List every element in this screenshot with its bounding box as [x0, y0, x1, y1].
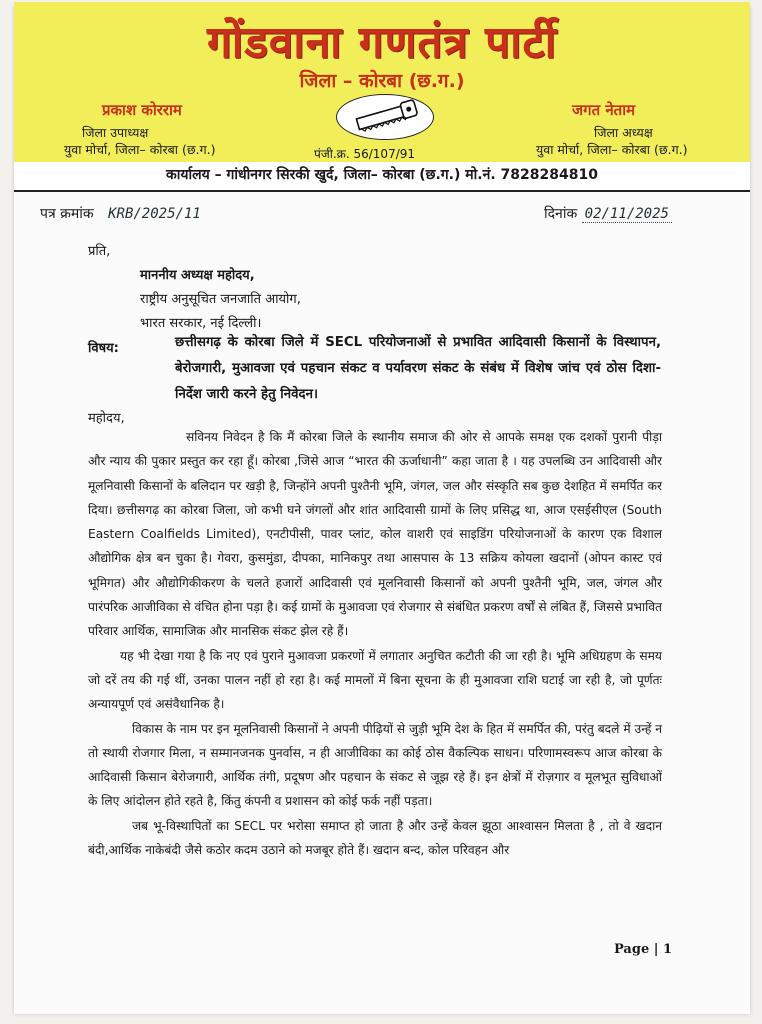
office-address-bar: कार्यालय – गांधीनगर सिरकी खुर्द, जिला– कोरबा (छ.ग.) मो.नं. 7828284810 — [14, 162, 750, 192]
letter-body — [88, 425, 662, 862]
body-paragraph: सविनय निवेदन है कि मैं कोरबा जिले के स्थानीय समाज की ओर से आपके समक्ष एक दशकों पुरानी पीड़ा और न्याय की पुकार प्रस्तुत कर रहा हूँ। कोरबा ,जिसे आज “भारत की ऊर्जाधानी” कहा जाता है । यह उपलब्धि उन आदिवासी और मूलनिवासी किसानों के बलिदान पर खड़ी है, जिन्होंने अपनी पुश्तैनी भूमि, जंगल, जल और संस्कृति सब कुछ देशहित में समर्पित कर दिया। छत्तीसगढ़ का कोरबा जिला, जो कभी घने जंगलों और शांत आदिवासी ग्रामों के लिए प्रसिद्ध था, आज एसईसीएल (South Eastern Coalfields Limited), एनटीपीसी, पावर प्लांट, कोल वाशरी एवं साइडिंग परियोजनाओं के कारण एक विशाल औद्योगिक क्षेत्र बन चुका है। गेवरा, कुसमुंडा, दीपका, मानिकपुर तथा आसपास के 13 सक्रिय कोयला खदानों (ओपन कास्ट एवं भूमिगत) और औद्योगिकीकरण के चलते हजारों आदिवासी एवं मूलनिवासी किसानों को अपनी पुश्तैनी भूमि, जल, जंगल और पारंपरिक आजीविका से वंचित होना पड़ा है। कई ग्रामों के मुआवजा एवं रोजगार से संबंधित प्रकरण वर्षों से लंबित हैं, जिससे प्रभावित परिवार आर्थिक, सामाजिक और मानसिक संकट झेल रहे हैं। — [88, 430, 662, 639]
recipient-location: भारत सरकार, नई दिल्ली। — [140, 316, 262, 331]
left-officer-unit: युवा मोर्चा, जिला– कोरबा (छ.ग.) — [64, 142, 216, 157]
saw-emblem-icon — [336, 94, 434, 140]
left-officer-title: जिला उपाध्यक्ष — [82, 125, 149, 140]
reference-value: KRB/2025/11 — [108, 206, 201, 222]
registration-number: पंजी.क्र. 56/107/91 — [314, 147, 416, 161]
left-officer-block — [64, 100, 216, 158]
right-officer-block — [536, 100, 688, 158]
right-officer-name: जगत नेताम — [572, 101, 636, 119]
letterhead-banner — [14, 2, 750, 162]
recipient-organization: राष्ट्रीय अनुसूचित जनजाति आयोग, — [140, 292, 301, 307]
salutation: महोदय, — [88, 411, 125, 426]
body-paragraph: जब भू-विस्थापितों का SECL पर भरोसा समाप्त हो जाता है और उन्हें केवल झूठा आश्वासन मिलता है , तो वे खदान बंदी,आर्थिक नाकेबंदी जैसे कठोर कदम उठाने को मजबूर होते हैं। खदान बन्द, कोल परिवहन और — [88, 818, 662, 858]
recipient-address — [140, 264, 301, 336]
body-paragraph: यह भी देखा गया है कि नए एवं पुराने मुआवजा प्रकरणों में लगातार अनुचित कटौती की जा रही है। भूमि अधिग्रहण के समय जो दरें तय की गई थीं, उनका पालन नहीं हो रहा है। कई मामलों में बिना सूचना के ही मुआवजा राशि घटाई जा रही है, जो पूर्णतः अन्यायपूर्ण एवं असंवैधानिक है। — [88, 648, 662, 712]
to-label: प्रति, — [88, 244, 111, 259]
subject-label: विषय: — [88, 341, 119, 356]
reference-label: पत्र क्रमांक — [40, 206, 94, 222]
date-value: 02/11/2025 — [582, 206, 672, 223]
page-number: Page | 1 — [614, 942, 673, 957]
date-row — [544, 204, 672, 223]
right-officer-title: जिला अध्यक्ष — [594, 125, 653, 140]
district-name: जिला – कोरबा (छ.ग.) — [299, 70, 465, 92]
left-officer-name: प्रकाश कोरराम — [102, 101, 182, 119]
recipient-title: माननीय अध्यक्ष महोदय, — [140, 268, 255, 283]
subject-text: छत्तीसगढ़ के कोरबा जिले में SECL परियोजनाओं से प्रभावित आदिवासी किसानों के विस्थापन, बेरोजगारी, मुआवजा एवं पहचान संकट व पर्यावरण संकट के संबंध में विशेष जांच एवं ठोस दिशा-निर्देश जारी करने हेतु निवेदन। — [175, 335, 661, 402]
right-officer-unit: युवा मोर्चा, जिला– कोरबा (छ.ग.) — [536, 142, 688, 157]
body-paragraph: विकास के नाम पर इन मूलनिवासी किसानों ने अपनी पीढ़ियों से जुड़ी भूमि देश के हित में समर्पित की, परंतु बदले में उन्हें न तो स्थायी रोजगार मिला, न सम्मानजनक पुनर्वास, न ही आजीविका का कोई ठोस वैकल्पिक साधन। परिणामस्वरूप आज कोरबा के आदिवासी किसान बेरोजगारी, आर्थिक तंगी, प्रदूषण और पहचान के संकट से जूझ रहे हैं। इन क्षेत्रों में रोज़गार व मूलभूत सुविधाओं के लिए आंदोलन होते रहते है, किंतु कंपनी व प्रशासन को कोई फर्क नहीं पड़ता। — [88, 721, 662, 809]
party-name: गोंडवाना गणतंत्र पार्टी — [207, 17, 557, 68]
reference-number-row — [40, 204, 201, 223]
date-label: दिनांक — [544, 206, 578, 222]
